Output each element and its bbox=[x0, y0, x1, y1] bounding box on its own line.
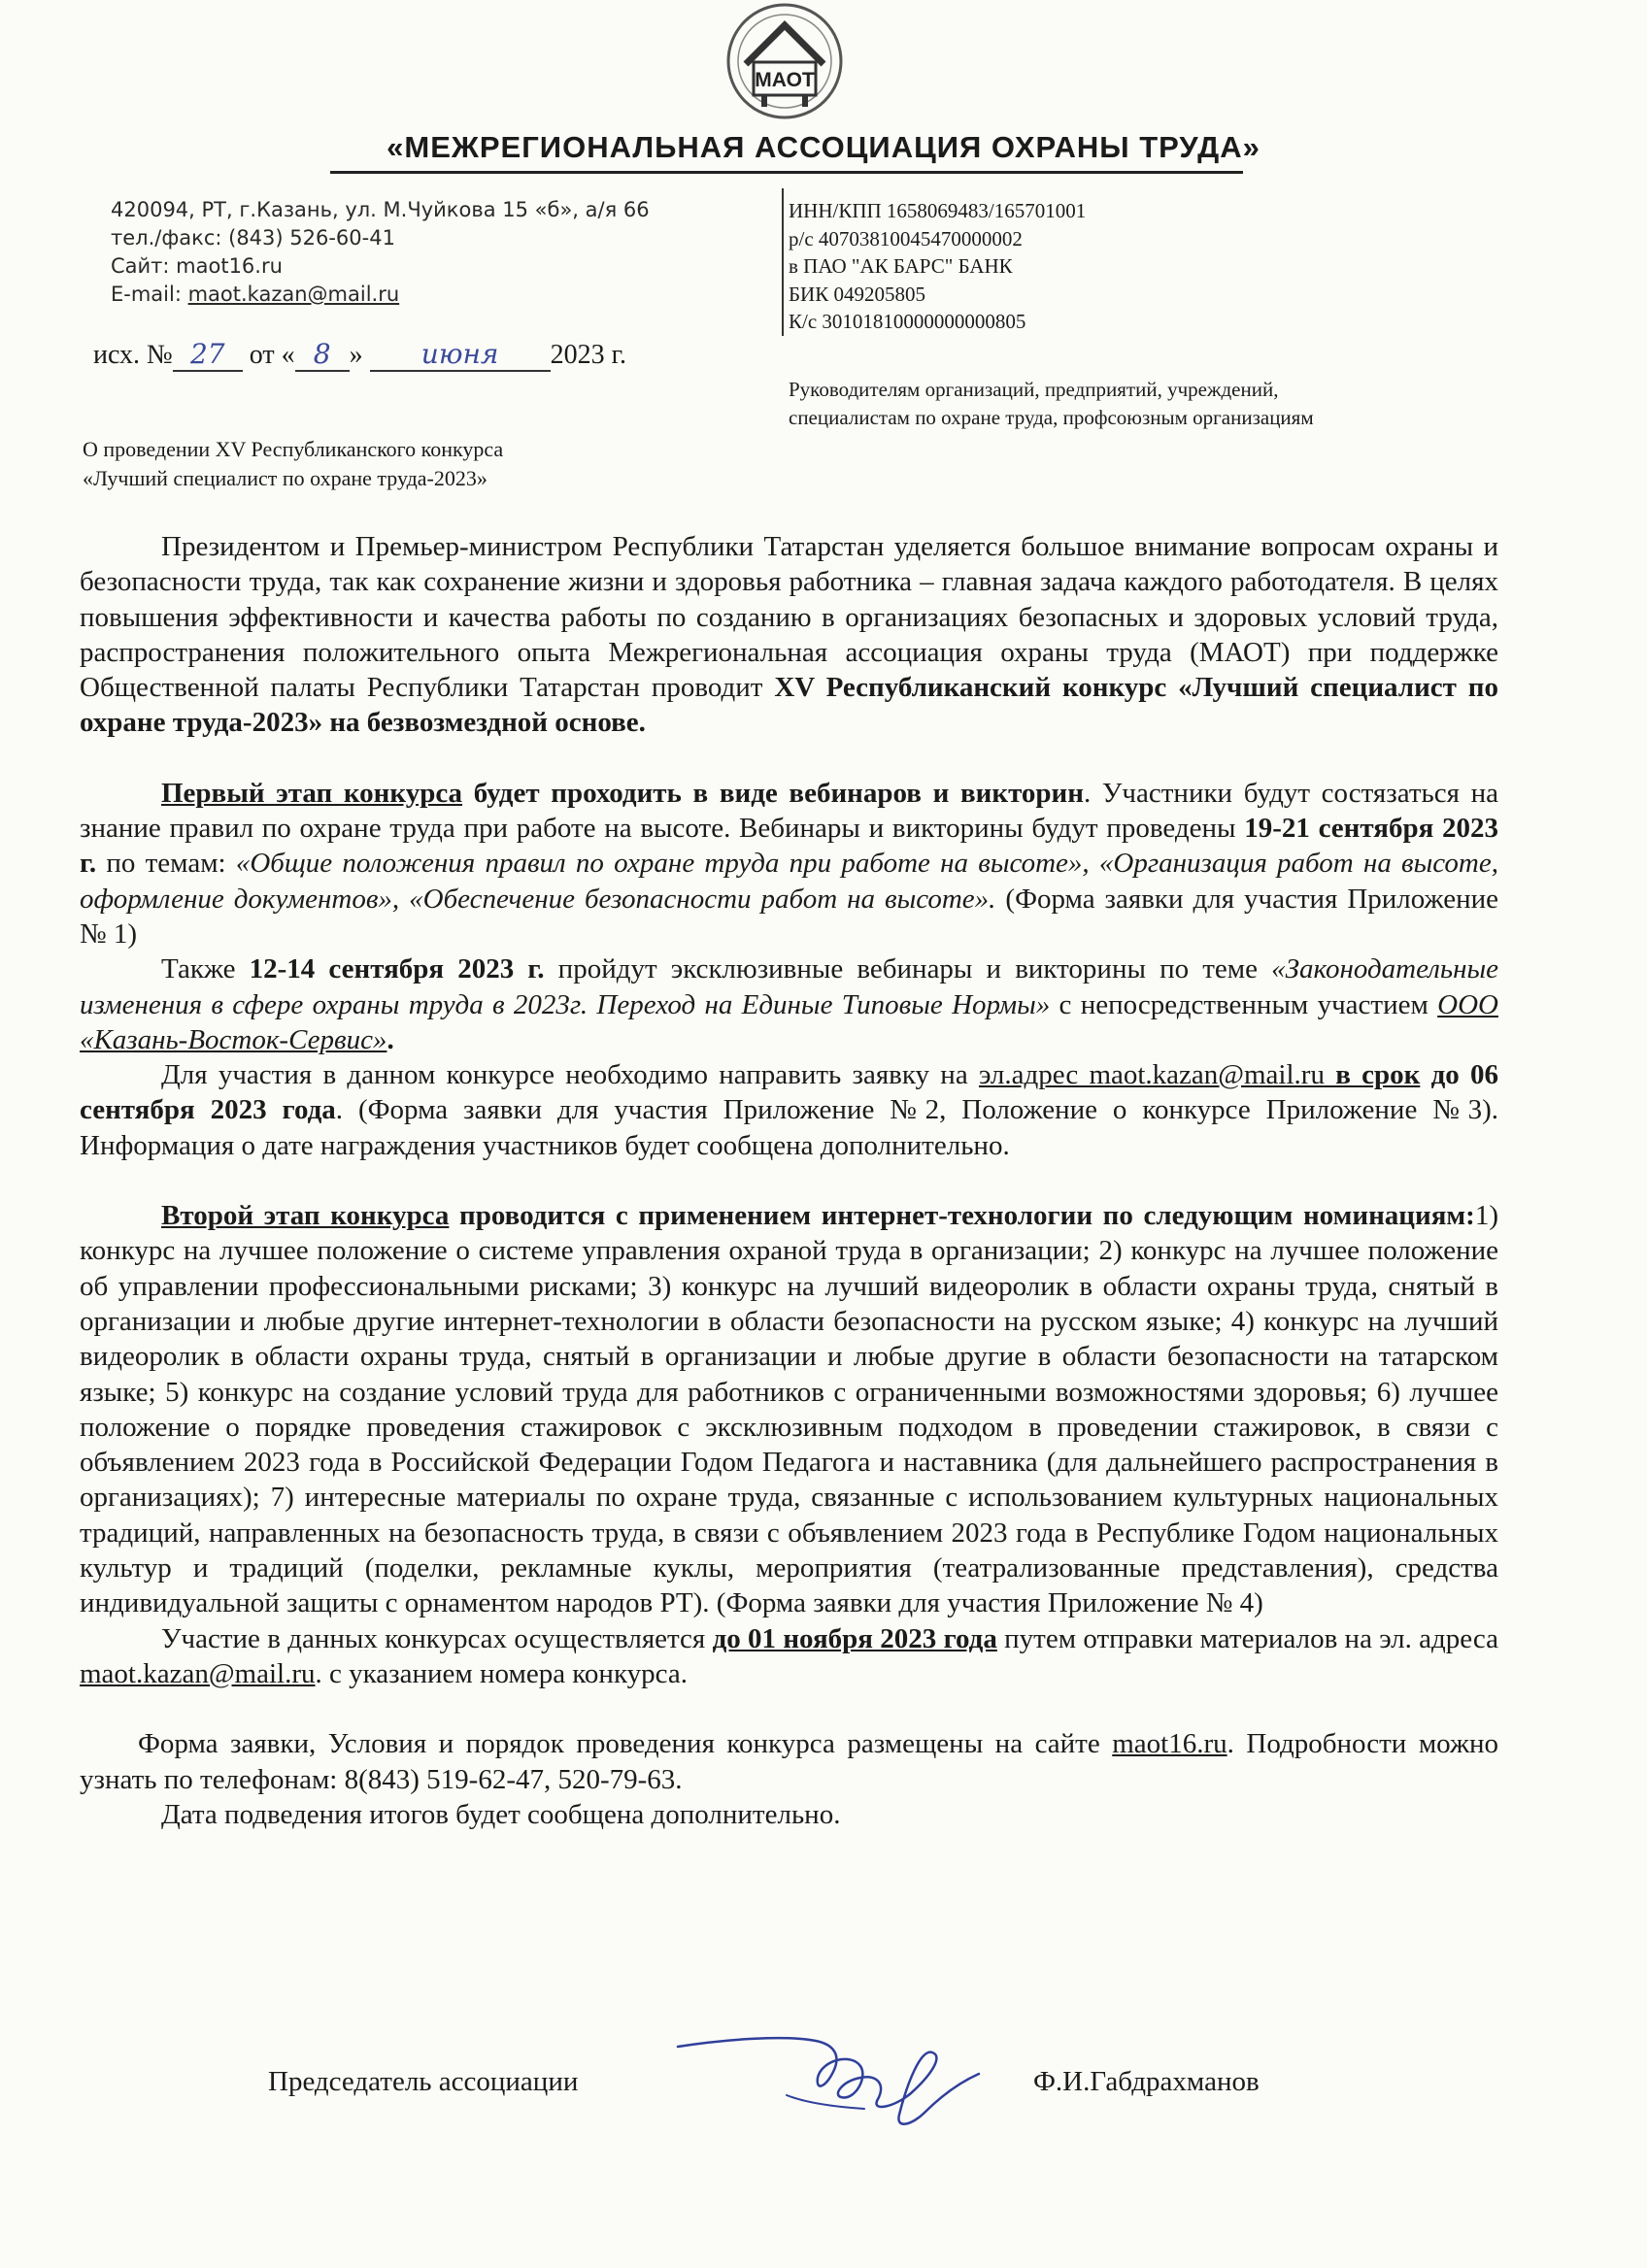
submission-email[interactable]: maot.kazan@mail.ru bbox=[80, 1657, 316, 1689]
company-link: ООО «Казань-Восток-Сервис» bbox=[80, 988, 1498, 1055]
phone: тел./факс: (843) 526-60-41 bbox=[111, 226, 395, 250]
handwritten-month: июня bbox=[370, 338, 551, 372]
maot-logo bbox=[724, 0, 845, 122]
application-email[interactable]: эл.адрес maot.kazan@mail.ru bbox=[978, 1059, 1325, 1091]
title-underline bbox=[330, 171, 1243, 174]
paragraph-stage-one: Первый этап конкурса будет проходить в виде вебинаров и викторин. Участники будут состязаться на знание правил по охране труда при работе на высоте. Вебинары и викторины будут проведены 19-21 сентября 2023 г. по темам: «Общие положения правил по охране труда при работе на высоте», «Организация работ на высоте, оформление документов», «Обеспечение безопасности работ на высоте». (Форма заявки для участия Приложение № 1) bbox=[80, 777, 1498, 950]
letter-body bbox=[80, 529, 1498, 1832]
paragraph-webinars: Также 12-14 сентября 2023 г. пройдут эксклюзивные вебинары и викторины по теме «Законодательные изменения в сфере охраны труда в 2023г. Переход на Единые Типовые Нормы» с непосредственным участием ООО «Казань-Восток-Сервис». bbox=[80, 953, 1498, 1055]
email-link[interactable]: maot.kazan@mail.ru bbox=[187, 283, 400, 306]
bank-details: ИНН/КПП 1658069483/165701001 р/с 40703810045470000002 в ПАО "АК БАРС" БАНК БИК 049205805 К/с 30101810000000000805 bbox=[789, 199, 1087, 333]
paragraph-results: Дата подведения итогов будет сообщена дополнительно. bbox=[161, 1798, 841, 1830]
paragraph-deadline: Участие в данных конкурсах осуществляется до 01 ноября 2023 года путем отправки материалов на эл. адреса maot.kazan@mail.ru. с указанием номера конкурса. bbox=[80, 1622, 1498, 1689]
organization-title: «МЕЖРЕГИОНАЛЬНАЯ АССОЦИАЦИЯ ОХРАНЫ ТРУДА» bbox=[387, 130, 1260, 164]
address: 420094, РТ, г.Казань, ул. М.Чуйкова 15 «б», а/я 66 bbox=[111, 198, 650, 221]
header-divider bbox=[782, 188, 784, 336]
site: Сайт: maot16.ru bbox=[111, 254, 283, 278]
signer-name: Ф.И.Габдрахманов bbox=[1033, 2066, 1260, 2097]
paragraph-intro: Президентом и Премьер-министром Республики Татарстан уделяется большое внимание вопросам охраны и безопасности труда, так как сохранение жизни и здоровья работника – главная задача каждого работодателя. В целях повышения эффективности и качества работы по созданию в организациях безопасных и здоровых условий труда, распространения положительного опыта Межрегиональная ассоциация охраны труда (МАОТ) при поддержке Общественной палаты Республики Татарстан проводит XV Республиканский конкурс «Лучший специалист по охране труда-2023» на безвозмездной основе. bbox=[80, 531, 1498, 739]
handwritten-number: 27 bbox=[173, 338, 243, 372]
paragraph-stage-two: Второй этап конкурса проводится с применением интернет-технологии по следующим номинациям:1) конкурс на лучшее положение о системе управления охраной труда в организации; 2) конкурс на лучшее положение об управлении профессиональными рисками; 3) конкурс на лучший видеоролик в области охраны труда, снятый в организации и любые другие интернет-технологии в области безопасности на русском языке; 4) конкурс на лучший видеоролик в области охраны труда, снятый в организации и любые другие в области безопасности на татарском языке; 5) конкурс на создание условий труда для работников с ограниченными возможностями здоровья; 6) лучшее положение о порядке проведения стажировок с эксклюзивным подходом в проведении стажировок, в связи с объявлением 2023 года в Российской Федерации Годом Педагога и наставника (для дальнейшего распространения в организациях); 7) интересные материалы по охране труда, связанные с использованием культурных национальных традиций, направленных на безопасность труда, в связи с объявлением 2023 года в Республике Годом национальных культур и традиций (поделки, рекламные куклы, мероприятия (театрализованные представления), средства индивидуальной защиты с орнаментом народов РТ). (Форма заявки для участия Приложение № 4) bbox=[80, 1200, 1498, 1619]
paragraph-application: Для участия в данном конкурсе необходимо направить заявку на эл.адрес maot.kazan@mail.ru в срок до 06 сентября 2023 года. (Форма заявки для участия Приложение №2, Положение о конкурсе Приложение №3). Информация о дате награждения участников будет сообщена дополнительно. bbox=[80, 1059, 1498, 1161]
recipient-block: Руководителям организаций, предприятий, учреждений, специалистам по охране труда, профсоюзным организациям bbox=[789, 378, 1314, 429]
paragraph-contacts: Форма заявки, Условия и порядок проведения конкурса размещены на сайте maot16.ru. Подробности можно узнать по телефонам: 8(843) 519-62-47, 520-79-63. bbox=[80, 1728, 1498, 1795]
contacts-block bbox=[111, 196, 650, 309]
site-link[interactable]: maot16.ru bbox=[1112, 1728, 1227, 1760]
handwritten-day: 8 bbox=[295, 338, 350, 372]
svg-text:МАОТ: МАОТ bbox=[755, 69, 815, 91]
signer-role: Председатель ассоциации bbox=[268, 2066, 579, 2097]
signature-row bbox=[0, 2066, 1647, 2124]
subject-block: О проведении XV Республиканского конкурса «Лучший специалист по охране труда-2023» bbox=[83, 437, 504, 490]
email-line: E-mail: maot.kazan@mail.ru bbox=[111, 283, 400, 306]
outgoing-number: исх. № 27 от « 8 » июня 2023 г. bbox=[93, 338, 626, 370]
